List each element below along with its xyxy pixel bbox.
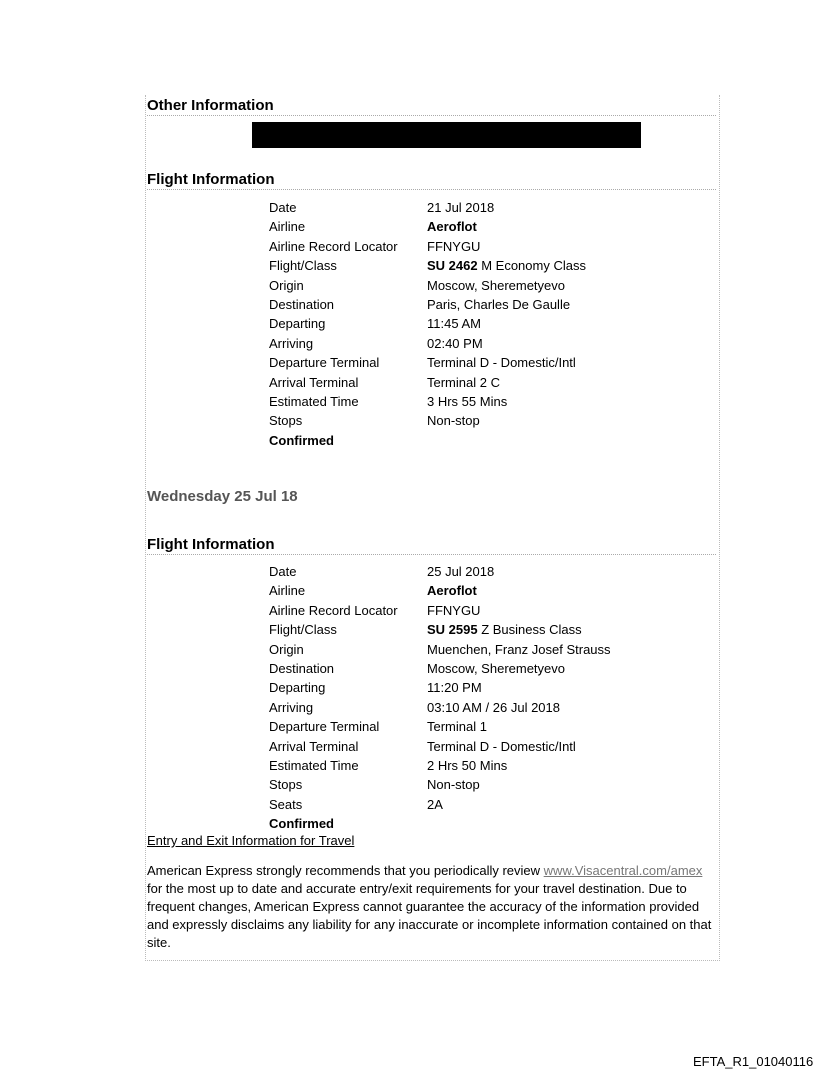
- detail-label: Origin: [269, 641, 304, 657]
- document-id: EFTA_R1_01040116: [693, 1054, 814, 1069]
- flight-details-2: [269, 562, 611, 833]
- detail-value: 2A: [427, 796, 443, 812]
- detail-value: Non-stop: [427, 413, 480, 429]
- detail-value: Terminal D - Domestic/Intl: [427, 738, 576, 754]
- detail-label: Arriving: [269, 699, 314, 715]
- detail-row: [269, 295, 586, 314]
- detail-label: Flight/Class: [269, 258, 337, 274]
- detail-value: FFNYGU: [427, 238, 481, 254]
- detail-value: 21 Jul 2018: [427, 200, 495, 215]
- detail-row: [269, 756, 611, 775]
- detail-value: 11:45 AM: [427, 316, 481, 332]
- detail-label: Stops: [269, 777, 303, 793]
- detail-label: Departing: [269, 316, 326, 332]
- detail-label: Estimated Time: [269, 393, 359, 409]
- other-information-heading: Other Information: [147, 97, 716, 116]
- detail-row: [269, 640, 611, 659]
- detail-value: Terminal 2 C: [427, 374, 500, 390]
- flight-details-1: [269, 198, 586, 450]
- detail-value: Terminal 1: [427, 719, 487, 735]
- disclaimer-text-end: for the most up to date and accurate entry/exit requirements for your travel destination. Due to frequent changes, American Express cannot guarantee the accuracy of the information provided and expressly disclaims any liability for any inaccurate or incomplete information contained on that site.: [147, 881, 712, 950]
- detail-label: Departing: [269, 680, 326, 696]
- redacted-block: [252, 122, 641, 148]
- detail-value: 25 Jul 2018: [427, 564, 495, 579]
- detail-label: Arrival Terminal: [269, 738, 359, 754]
- detail-row: [269, 795, 611, 814]
- detail-value: 02:40 PM: [427, 335, 483, 351]
- detail-value: Moscow, Sheremetyevo: [427, 277, 566, 293]
- disclaimer-paragraph: [147, 862, 719, 952]
- detail-value: Moscow, Sheremetyevo: [427, 660, 566, 676]
- detail-label: Airline: [269, 219, 306, 235]
- detail-row: [269, 581, 611, 600]
- detail-row: [269, 198, 586, 217]
- detail-row: [269, 717, 611, 736]
- day-heading: Wednesday 25 Jul 18: [147, 488, 298, 505]
- visacentral-link[interactable]: www.Visacentral.com/amex: [543, 863, 703, 878]
- detail-label: Arriving: [269, 335, 314, 351]
- detail-label: Flight/Class: [269, 622, 337, 638]
- detail-row: [269, 314, 586, 333]
- detail-label: Date: [269, 564, 297, 579]
- detail-row: [269, 373, 586, 392]
- detail-value: FFNYGU: [427, 602, 481, 618]
- detail-label: Destination: [269, 296, 335, 312]
- flight-number: SU 2595: [427, 622, 478, 638]
- detail-row: [269, 276, 586, 295]
- detail-label: Seats: [269, 796, 303, 812]
- flight-number: SU 2462: [427, 258, 478, 274]
- detail-row: [269, 659, 611, 678]
- detail-label: Estimated Time: [269, 757, 359, 773]
- detail-label: Airline Record Locator: [269, 238, 398, 254]
- detail-value: [427, 620, 582, 639]
- detail-label: Stops: [269, 413, 303, 429]
- detail-row: [269, 353, 586, 372]
- detail-row: [269, 737, 611, 756]
- detail-row: [269, 775, 611, 794]
- detail-label: Airline Record Locator: [269, 602, 398, 618]
- detail-row: [269, 601, 611, 620]
- detail-label: Date: [269, 200, 297, 215]
- detail-label: Arrival Terminal: [269, 374, 359, 390]
- detail-value: Muenchen, Franz Josef Strauss: [427, 641, 611, 657]
- disclaimer-text: American Express strongly recommends that you periodically review: [147, 863, 544, 878]
- detail-row: [269, 256, 586, 275]
- flight-information-heading-2: Flight Information: [147, 536, 716, 555]
- detail-value: 2 Hrs 50 Mins: [427, 757, 508, 773]
- detail-label: Origin: [269, 277, 304, 293]
- entry-exit-link[interactable]: Entry and Exit Information for Travel: [147, 833, 355, 848]
- detail-row: [269, 217, 586, 236]
- detail-row: [269, 392, 586, 411]
- detail-value: Paris, Charles De Gaulle: [427, 296, 571, 312]
- detail-label: Destination: [269, 660, 335, 676]
- status-confirmed: Confirmed: [269, 432, 334, 448]
- detail-row: [269, 334, 586, 353]
- detail-value: 3 Hrs 55 Mins: [427, 393, 508, 409]
- detail-value: 03:10 AM / 26 Jul 2018: [427, 699, 560, 715]
- detail-value: Non-stop: [427, 777, 480, 793]
- detail-value: Aeroflot: [427, 583, 477, 599]
- detail-row: [269, 562, 611, 581]
- detail-value: Aeroflot: [427, 219, 477, 235]
- detail-row: [269, 237, 586, 256]
- detail-row: [269, 698, 611, 717]
- detail-row: [269, 411, 586, 430]
- detail-row: [269, 678, 611, 697]
- status-confirmed: Confirmed: [269, 816, 334, 832]
- detail-value: [427, 256, 586, 275]
- detail-value: 11:20 PM: [427, 680, 482, 696]
- detail-value: Terminal D - Domestic/Intl: [427, 355, 576, 371]
- detail-label: Airline: [269, 583, 306, 599]
- detail-label: Departure Terminal: [269, 719, 380, 735]
- detail-row: [269, 620, 611, 639]
- flight-class: M Economy Class: [477, 258, 586, 274]
- flight-information-heading: Flight Information: [147, 171, 716, 190]
- flight-class: Z Business Class: [477, 622, 582, 638]
- detail-label: Departure Terminal: [269, 355, 380, 371]
